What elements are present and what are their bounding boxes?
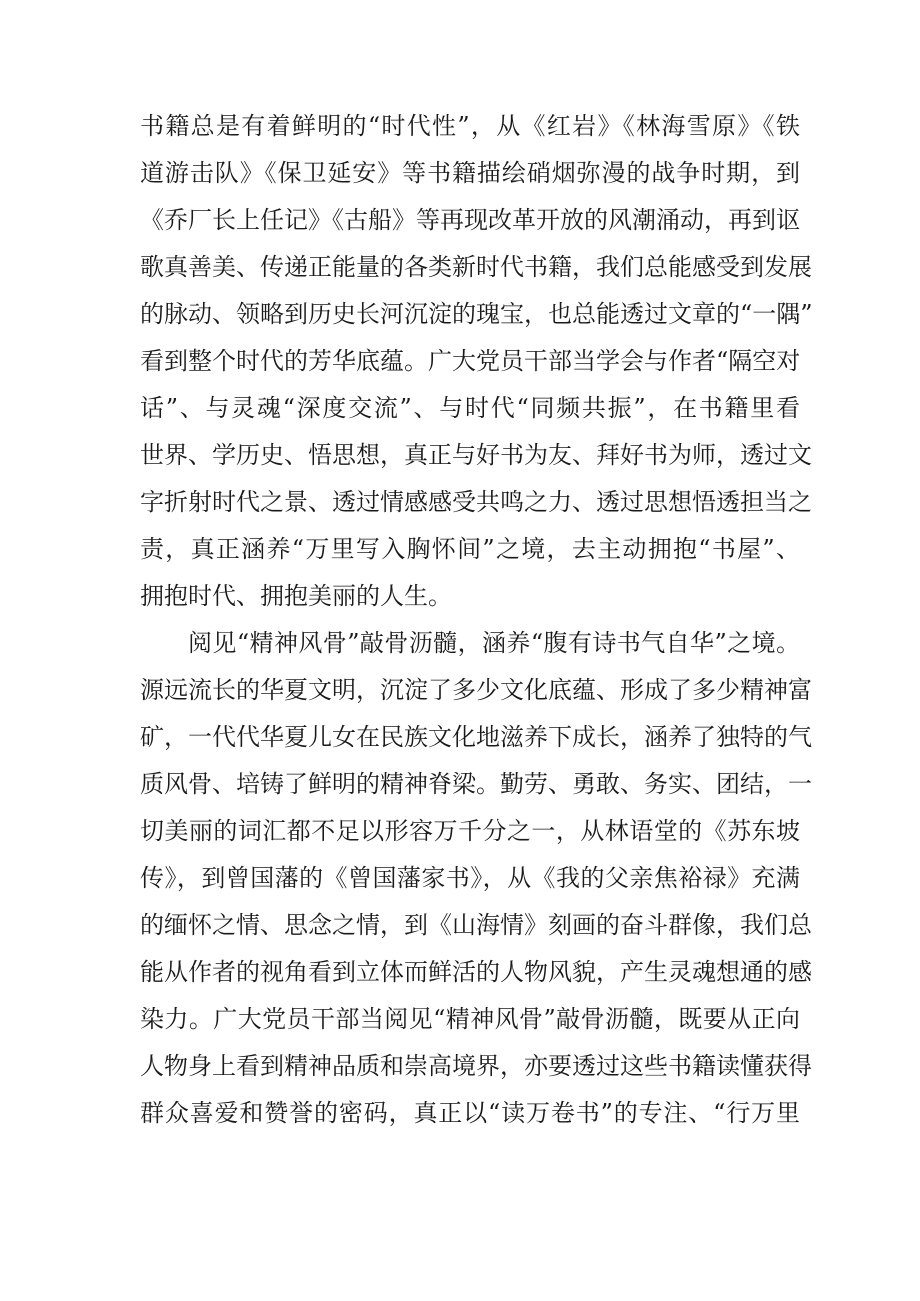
text-line: 切美丽的词汇都不足以形容万千分之一，从林语堂的《苏东坡 [140,817,800,845]
text-line: 世界、学历史、悟思想，真正与好书为友、拜好书为师，透过文 [140,441,812,469]
text-line: 传》，到曾国藩的《曾国藩家书》，从《我的父亲焦裕禄》充满 [140,864,800,892]
text-line: 染力。广大党员干部当阅见“精神风骨”敲骨沥髓，既要从正向 [140,1005,800,1033]
text-line: 责，真正涵养“万里写入胸怀间”之境，去主动拥抱“书屋”、 [140,535,800,563]
text-line: 《乔厂长上任记》《古船》等再现改革开放的风潮涌动，再到讴 [140,206,800,234]
text-line: 人物身上看到精神品质和崇高境界，亦要透过这些书籍读懂获得 [140,1052,812,1080]
text-line: 的缅怀之情、思念之情，到《山海情》刻画的奋斗群像，我们总 [140,911,812,939]
text-line: 质风骨、培铸了鲜明的精神脊梁。勤劳、勇敢、务实、团结，一 [140,770,812,798]
text-line: 拥抱时代、拥抱美丽的人生。 [140,582,452,610]
text-line: 源远流长的华夏文明，沉淀了多少文化底蕴、形成了多少精神富 [140,676,812,704]
text-line: 阅见“精神风骨”敲骨沥髓，涵养“腹有诗书气自华”之境。 [188,629,800,657]
text-line: 看到整个时代的芳华底蕴。广大党员干部当学会与作者“隔空对 [140,347,801,375]
text-line: 书籍总是有着鲜明的“时代性”，从《红岩》《林海雪原》《铁 [140,112,800,140]
text-line: 字折射时代之景、透过情感感受共鸣之力、透过思想悟透担当之 [140,488,812,516]
text-line: 的脉动、领略到历史长河沉淀的瑰宝，也总能透过文章的“一隅” [140,300,813,328]
text-line: 道游击队》《保卫延安》等书籍描绘硝烟弥漫的战争时期，到 [140,159,800,187]
text-line: 话”、与灵魂“深度交流”、与时代“同频共振”，在书籍里看 [140,394,800,422]
text-line: 能从作者的视角看到立体而鲜活的人物风貌，产生灵魂想通的感 [140,958,812,986]
text-line: 矿，一代代华夏儿女在民族文化地滋养下成长，涵养了独特的气 [140,723,812,751]
body-text [140,103,813,1137]
text-line: 群众喜爱和赞誉的密码，真正以“读万卷书”的专注、“行万里 [140,1099,800,1127]
text-line: 歌真善美、传递正能量的各类新时代书籍，我们总能感受到发展 [140,253,812,281]
